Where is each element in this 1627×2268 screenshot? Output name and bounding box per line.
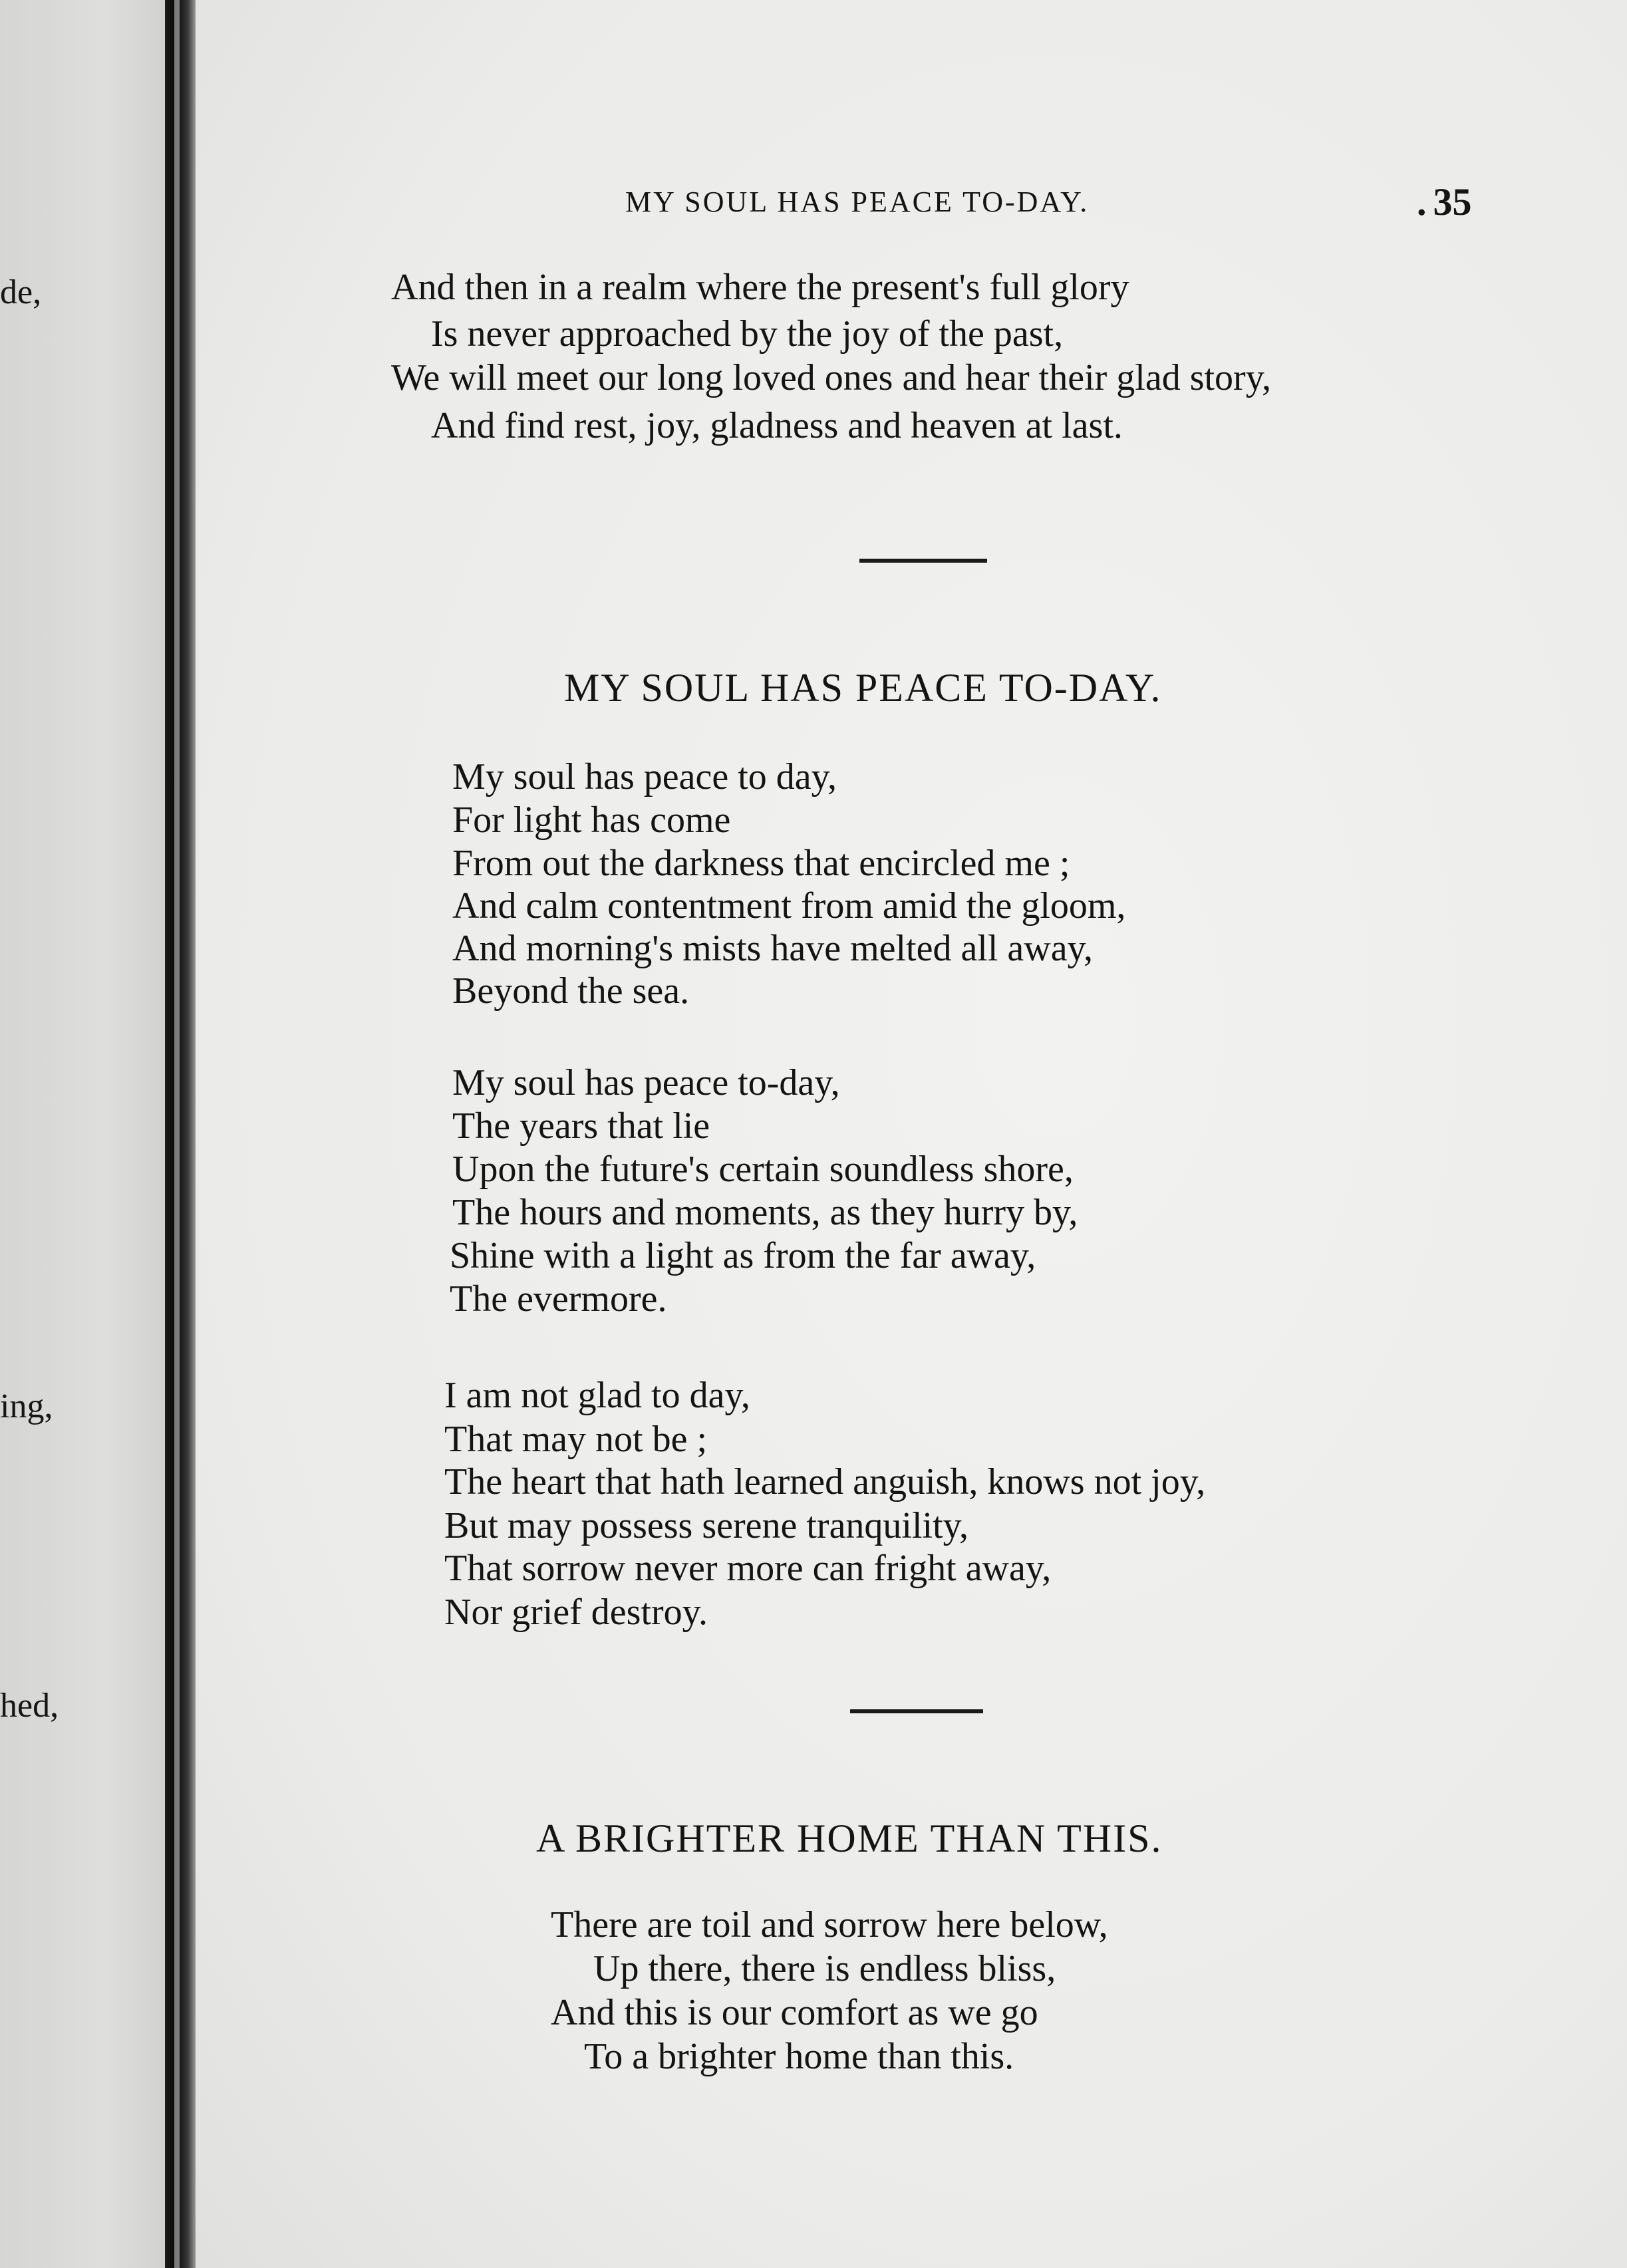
poem-line: Beyond the sea. xyxy=(452,970,690,1012)
poem-line: Upon the future's certain soundless shore, xyxy=(452,1149,1074,1190)
poem-line: Is never approached by the joy of the past, xyxy=(431,313,1064,354)
poem-title: MY SOUL HAS PEACE TO-DAY. xyxy=(564,666,1162,710)
poem-line: That may not be ; xyxy=(444,1419,708,1460)
poem-line: Shine with a light as from the far away, xyxy=(450,1235,1036,1276)
poem-line: We will meet our long loved ones and hear their glad story, xyxy=(391,357,1272,398)
section-divider xyxy=(850,1709,983,1713)
poem-line: And then in a realm where the present's full glory xyxy=(391,267,1129,308)
poem-line: And find rest, joy, gladness and heaven at last. xyxy=(431,405,1123,446)
poem-line: The evermore. xyxy=(450,1278,667,1320)
poem-line: From out the darkness that encircled me ; xyxy=(452,843,1070,884)
left-fragment: de, xyxy=(0,273,42,311)
poem-line: My soul has peace to-day, xyxy=(452,1062,840,1103)
poem-line: And morning's mists have melted all away, xyxy=(452,928,1093,969)
poem-line: And calm contentment from amid the gloom, xyxy=(452,885,1126,926)
running-head: MY SOUL HAS PEACE TO-DAY. xyxy=(625,186,1090,218)
poem-line: Up there, there is endless bliss, xyxy=(593,1948,1056,1989)
poem-line: And this is our comfort as we go xyxy=(551,1992,1038,2033)
section-divider xyxy=(859,559,987,563)
page-number: . 35 xyxy=(1417,180,1472,223)
poem-line: That sorrow never more can fright away, xyxy=(444,1548,1052,1589)
poem-line: I am not glad to day, xyxy=(444,1375,750,1416)
poem-line: The hours and moments, as they hurry by, xyxy=(452,1192,1078,1233)
left-fragment: hed, xyxy=(0,1687,59,1725)
poem-title: A BRIGHTER HOME THAN THIS. xyxy=(536,1816,1163,1860)
book-gutter xyxy=(165,0,196,2268)
poem-line: Nor grief destroy. xyxy=(444,1592,708,1633)
left-page-edge xyxy=(0,0,174,2268)
poem-line: The heart that hath learned anguish, knows not joy, xyxy=(444,1461,1206,1502)
poem-line: To a brighter home than this. xyxy=(584,2036,1014,2077)
poem-line: There are toil and sorrow here below, xyxy=(551,1904,1108,1945)
left-fragment: ing, xyxy=(0,1387,53,1425)
poem-line: But may possess serene tranquility, xyxy=(444,1505,969,1546)
poem-line: For light has come xyxy=(452,799,731,841)
poem-line: The years that lie xyxy=(452,1105,710,1147)
poem-line: My soul has peace to day, xyxy=(452,756,837,797)
